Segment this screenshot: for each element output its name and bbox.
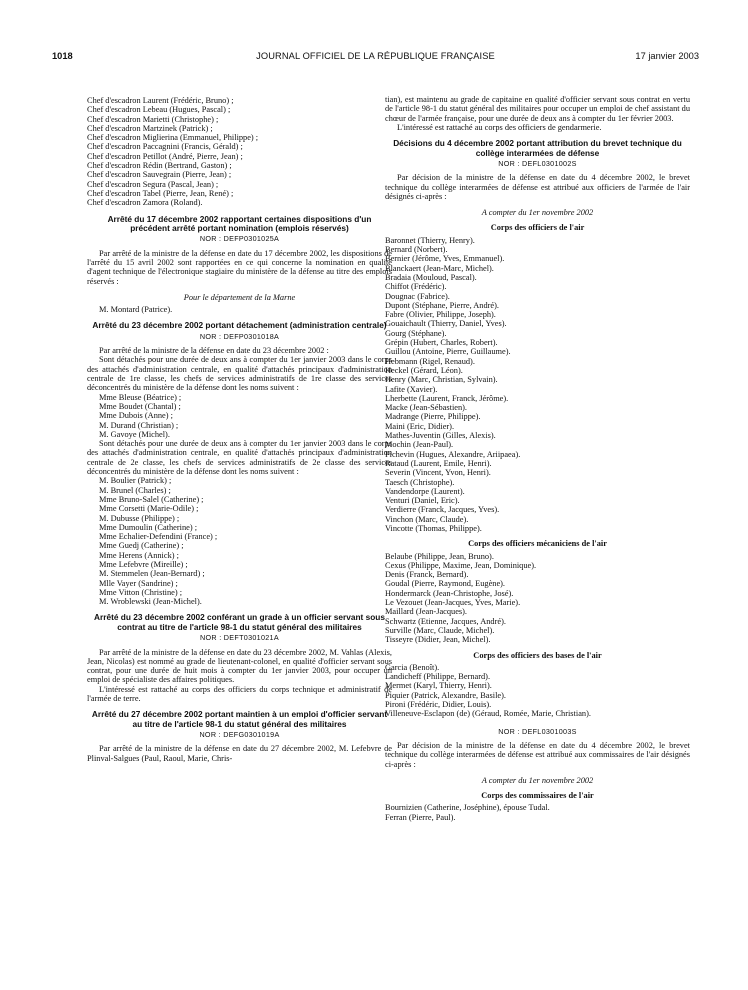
article-title: Arrêté du 17 décembre 2002 rapportant certaines dispositions d'un précédent arrêté portant nomination (emplois réservés) [107, 213, 372, 233]
article-paragraph: Par arrêté de la ministre de la défense en date du 17 décembre 2002, les dispositions de l'arrêté du 15 avril 2002 sont rapportées en ce qui concerne la nomination en qualité d'agent technique de l'électronique stagiaire du ministère de la défense au titre des emplois réservés : [87, 248, 392, 286]
list-item: Mermet (Karyl, Thierry, Henri). [385, 681, 492, 691]
list-item: Venturi (Daniel, Eric). [385, 496, 460, 506]
name-list [385, 663, 690, 719]
list-item: Vincotte (Thomas, Philippe). [385, 523, 482, 533]
list-item: Pironi (Frédéric, Didier, Louis). [385, 700, 492, 710]
list-item: M. Durand (Christian) ; [99, 420, 179, 430]
list-item: Chef d'escadron Paccagnini (Francis, Gérald) ; [87, 142, 243, 152]
list-item: Heckel (Gérard, Léon). [385, 365, 463, 375]
list-item: Chef d'escadron Petillot (André, Pierre, Jean) ; [87, 151, 243, 161]
page-number: 1018 [52, 51, 73, 61]
list-item: Mme Bruno-Salel (Catherine) ; [99, 494, 204, 504]
name-list [87, 393, 392, 439]
list-item: Mme Dumoulin (Catherine) ; [99, 522, 198, 532]
list-item: Belaube (Philippe, Jean, Bruno). [385, 551, 494, 561]
list-item: M. Wroblewski (Jean-Michel). [99, 597, 202, 607]
list-item: Severin (Vincent, Yvon, Henri). [385, 468, 491, 478]
list-item: Baronnet (Thierry, Henry). [385, 235, 475, 245]
effective-date: A compter du 1er novembre 2002 [481, 775, 594, 785]
list-item: Bradaia (Mouloud, Pascal). [385, 272, 477, 282]
list-item: Mme Dubois (Anne) ; [99, 411, 173, 421]
page-header [52, 51, 699, 63]
list-item: Mlle Vayer (Sandrine) ; [99, 578, 178, 588]
list-item: Mochin (Jean-Paul). [385, 440, 454, 450]
list-item: Mme Echalier-Defendini (France) ; [99, 532, 218, 542]
list-item: Cexus (Philippe, Maxime, Jean, Dominique). [385, 560, 537, 570]
list-item: Mathes-Juventin (Gilles, Alexis). [385, 431, 496, 441]
list-item: Goudal (Pierre, Raymond, Eugène). [385, 579, 506, 589]
journal-title: JOURNAL OFFICIEL DE LA RÉPUBLIQUE FRANÇAISE [256, 51, 495, 61]
list-item: Taesch (Christophe). [385, 477, 455, 487]
list-item: Hebmann (Rigel, Renaud). [385, 356, 475, 366]
name-list [87, 476, 392, 606]
corps-heading: Corps des officiers de l'air [490, 223, 585, 233]
list-item: Villeneuve-Esclapon (de) (Géraud, Romée, Marie, Christian). [385, 709, 591, 719]
article-paragraph: Par décision de la ministre de la défense en date du 4 décembre 2002, le brevet technique du collège interarmées de défense est attribué aux commissaires de l'air désignés ci-après : [385, 740, 690, 769]
list-item: Chef d'escadron Rédin (Bertrand, Gaston) ; [87, 161, 232, 171]
article-paragraph: Par arrêté de la ministre de la défense en date du 23 décembre 2002 : [99, 346, 329, 356]
list-item: Schwartz (Etienne, Jacques, André). [385, 616, 506, 626]
decision-title: Décisions du 4 décembre 2002 portant attribution du brevet technique du collège interarmées de défense [393, 138, 682, 158]
list-item: Chiffot (Frédéric). [385, 282, 447, 292]
right-column [385, 95, 690, 822]
list-item: Mme Bleuse (Béatrice) ; [99, 392, 182, 402]
department-heading: Pour le département de la Marne [183, 292, 296, 302]
list-item: Maini (Eric, Didier). [385, 421, 455, 431]
list-item: Chef d'escadron Segura (Pascal, Jean) ; [87, 179, 219, 189]
list-item: Mme Boudet (Chantal) ; [99, 401, 181, 411]
list-item: Bernier (Jérôme, Yves, Emmanuel). [385, 254, 505, 264]
name-list [385, 236, 690, 534]
nor-reference: NOR : DEFT0301021A [200, 633, 279, 643]
list-item: Hondermarck (Jean-Christophe, José). [385, 588, 514, 598]
nor-reference: NOR : DEFL0301002S [498, 159, 577, 168]
list-item: Gourg (Stéphane). [385, 328, 447, 338]
list-item: Macke (Jean-Sébastien). [385, 403, 468, 413]
list-item: Mme Guedj (Catherine) ; [99, 541, 184, 551]
nor-reference: NOR : DEFP0301025A [199, 234, 280, 244]
list-item: Chef d'escadron Tabel (Pierre, Jean, René) ; [87, 188, 234, 198]
article-paragraph: Sont détachés pour une durée de deux ans à compter du 1er janvier 2003 dans le corps des attachés d'administration centrale, en qualité d'attachés principaux d'administration centrale de 1re classe, les chefs de services administratifs de 1re classe des services déconcentrés du ministère de la défense dont les noms suivent : [87, 355, 392, 393]
effective-date: A compter du 1er novembre 2002 [481, 208, 594, 218]
list-item: Blanckaert (Jean-Marc, Michel). [385, 263, 494, 273]
nor-reference: NOR : DEFP0301018A [199, 331, 280, 341]
list-item: Fabre (Olivier, Philippe, Joseph). [385, 310, 496, 320]
article-paragraph: tian), est maintenu au grade de capitaine en qualité d'officier servant sous contrat en vertu de l'article 98-1 du statut général des militaires pour occuper un emploi de chef assistant du chœur de l'armée française, pour une durée de deux ans à compter du 1er février 2003. [385, 95, 690, 123]
corps-heading: Corps des officiers mécaniciens de l'air [468, 539, 607, 549]
list-item: Lherbette (Laurent, Franck, Jérôme). [385, 393, 509, 403]
list-item: Chef d'escadron Marietti (Christophe) ; [87, 114, 219, 124]
list-item: Chef d'escadron Laurent (Frédéric, Bruno) ; [87, 96, 234, 105]
article-paragraph: Par arrêté de la ministre de la défense en date du 23 décembre 2002, M. Vahlas (Alexis, Jean, Nicolas) est nommé au grade de lieutenant-colonel, en qualité d'officier servant sous contrat, pour une durée de huit mois à compter du 1er janvier 2003, pour occuper un emploi de spécialiste des affaires politiques. [87, 647, 392, 685]
list-item: M. Stemmelen (Jean-Bernard) ; [99, 569, 205, 579]
list-item: Chef d'escadron Martzinek (Patrick) ; [87, 123, 213, 133]
list-item: M. Brunel (Charles) ; [99, 485, 171, 495]
list-item: Maillard (Jean-Jacques). [385, 607, 468, 617]
list-item: Surville (Marc, Claude, Michel). [385, 625, 495, 635]
list-item: Pichevin (Hugues, Alexandre, Ariipaea). [385, 449, 521, 459]
corps-heading: Corps des commissaires de l'air [481, 791, 594, 801]
list-item: M. Boulier (Patrick) ; [99, 476, 172, 486]
article-title: Arrêté du 23 décembre 2002 portant détachement (administration centrale) [92, 320, 387, 331]
name-list [385, 552, 690, 645]
list-item: Chef d'escadron Lebeau (Hugues, Pascal) ; [87, 105, 231, 115]
article-paragraph: L'intéressé est rattaché au corps des officiers du corps technique et administratif de l'armée de terre. [87, 684, 392, 704]
list-item: Madrange (Pierre, Philippe). [385, 412, 481, 422]
list-item: Grépin (Hubert, Charles, Robert). [385, 338, 498, 348]
article-paragraph: L'intéressé est rattaché au corps des officiers de gendarmerie. [397, 122, 602, 132]
list-item: Piquier (Patrick, Alexandre, Basile). [385, 690, 506, 700]
article-title: Arrêté du 23 décembre 2002 conférant un grade à un officier servant sous contrat au titre de l'article 98-1 du statut général des militaires [94, 612, 385, 632]
list-item: Vandendorpe (Laurent). [385, 486, 465, 496]
list-item: Guillou (Antoine, Pierre, Guillaume). [385, 347, 511, 357]
list-item: M. Gavoye (Michel). [99, 429, 170, 439]
name-list [385, 803, 690, 822]
list-item: Lafite (Xavier). [385, 384, 438, 394]
list-item: Denis (Franck, Bernard). [385, 570, 469, 580]
list-item: Ferran (Pierre, Paul). [385, 812, 456, 822]
list-item: Chef d'escadron Miglierina (Emmanuel, Philippe) ; [87, 133, 259, 143]
list-item: Mme Herens (Annick) ; [99, 550, 179, 560]
list-item: Vinchon (Marc, Claude). [385, 514, 469, 524]
article-paragraph: Sont détachés pour une durée de deux ans à compter du 1er janvier 2003 dans le corps des attachés d'administration centrale, en qualité d'attachés principaux d'administration centrale de 2e classe, les chefs de services administratifs de 2e classe des services déconcentrés du ministère de la défense dont les noms suivent : [87, 439, 392, 477]
list-item: Le Vezouet (Jean-Jacques, Yves, Marie). [385, 598, 521, 608]
article-paragraph: Par décision de la ministre de la défense en date du 4 décembre 2002, le brevet technique du collège interarmées de défense est attribué aux officiers de l'armée de l'air désignés ci-après : [385, 173, 690, 201]
list-item: Dougnac (Fabrice). [385, 291, 450, 301]
nor-reference: NOR : DEFG0301019A [199, 730, 280, 740]
list-item: Mme Corsetti (Marie-Odile) ; [99, 504, 199, 514]
list-item: Chef d'escadron Zamora (Roland). [87, 198, 203, 208]
list-item: Verdierre (Franck, Jacques, Yves). [385, 505, 500, 515]
list-item: Mme Vitton (Christine) ; [99, 587, 183, 597]
list-item: Landicheff (Philippe, Bernard). [385, 672, 491, 682]
list-item: Bournizien (Catherine, Joséphine), épouse Tudal. [385, 803, 550, 813]
appointee-name: M. Montard (Patrice). [99, 305, 173, 315]
article-paragraph: Par arrêté de la ministre de la défense en date du 27 décembre 2002, M. Lefebvre de Plinval-Salgues (Paul, Raoul, Marie, Chris- [87, 744, 392, 763]
list-item: Chef d'escadron Sauvegrain (Pierre, Jean) ; [87, 170, 232, 180]
list-item: Bernard (Norbert). [385, 245, 448, 255]
chef-list [87, 96, 392, 208]
nor-reference: NOR : DEFL0301003S [498, 726, 577, 736]
list-item: Rataud (Laurent, Emile, Henri). [385, 458, 492, 468]
list-item: Tisseyre (Didier, Jean, Michel). [385, 635, 491, 645]
list-item: Garcia (Benoît). [385, 662, 440, 672]
list-item: Dupont (Stéphane, Pierre, André). [385, 300, 500, 310]
list-item: Henry (Marc, Christian, Sylvain). [385, 375, 498, 385]
list-item: Mme Lefebvre (Mireille) ; [99, 559, 188, 569]
list-item: Gouaichault (Thierry, Daniel, Yves). [385, 319, 507, 329]
corps-heading: Corps des officiers des bases de l'air [473, 650, 602, 660]
issue-date: 17 janvier 2003 [635, 51, 699, 61]
article-title: Arrêté du 27 décembre 2002 portant maintien à un emploi d'officier servant au titre de l'article 98-1 du statut général des militaires [91, 709, 388, 729]
left-column [87, 96, 392, 763]
list-item: M. Dubusse (Philippe) ; [99, 513, 180, 523]
